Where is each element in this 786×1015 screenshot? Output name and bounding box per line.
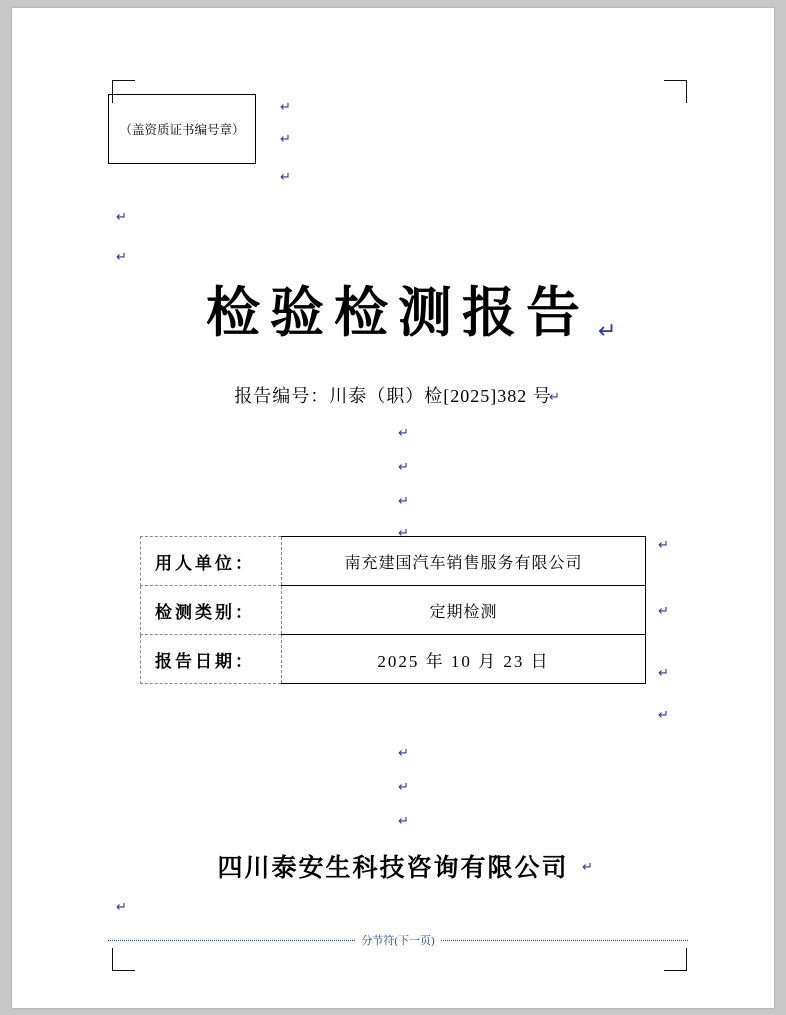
paragraph-mark: ↵: [582, 859, 593, 874]
report-title: 检验检测报告: [206, 283, 590, 343]
paragraph-mark: ↵: [116, 899, 127, 914]
report-number: 报告编号：川泰（职）检[2025]382 号: [234, 386, 552, 406]
qualification-stamp-box: [108, 94, 256, 164]
table-row: [141, 586, 646, 635]
paragraph-mark: ↵: [598, 318, 617, 343]
info-value-report-date: 2025 年 10 月 23 日: [282, 635, 646, 684]
crop-mark-bottom-left: [112, 948, 135, 971]
report-info-table: [140, 536, 646, 684]
paragraph-mark: ↵: [398, 813, 409, 828]
section-break-label: 分节符(下一页): [361, 935, 435, 947]
crop-mark-top-right: [664, 80, 687, 103]
qualification-stamp-text: （盖资质证书编号章）: [119, 123, 245, 137]
paragraph-mark: ↵: [398, 525, 409, 540]
info-label-test-type: 检测类别：: [141, 586, 282, 635]
table-row: [141, 537, 646, 586]
info-value-employer: 南充建国汽车销售服务有限公司: [282, 537, 646, 586]
paragraph-mark: ↵: [658, 537, 669, 552]
issuing-company-name: 四川泰安生科技咨询有限公司: [217, 855, 569, 882]
paragraph-mark: ↵: [116, 209, 127, 224]
crop-mark-bottom-right: [664, 948, 687, 971]
paragraph-mark: ↵: [658, 707, 669, 722]
section-break-line-right: [441, 940, 688, 941]
paragraph-mark: ↵: [280, 131, 291, 146]
paragraph-mark: ↵: [398, 459, 409, 474]
paragraph-mark: ↵: [658, 665, 669, 680]
info-label-employer: 用人单位：: [141, 537, 282, 586]
paragraph-mark: ↵: [549, 389, 560, 404]
paragraph-mark: ↵: [398, 493, 409, 508]
paragraph-mark: ↵: [116, 249, 127, 264]
section-break-marker: [108, 932, 688, 948]
info-label-report-date: 报告日期：: [141, 635, 282, 684]
table-row: [141, 635, 646, 684]
paragraph-mark: ↵: [280, 169, 291, 184]
info-value-test-type: 定期检测: [282, 586, 646, 635]
paragraph-mark: ↵: [280, 99, 291, 114]
paragraph-mark: ↵: [398, 425, 409, 440]
document-page: [12, 8, 774, 1008]
paragraph-mark: ↵: [658, 603, 669, 618]
paragraph-mark: ↵: [398, 745, 409, 760]
paragraph-mark: ↵: [398, 779, 409, 794]
section-break-line-left: [108, 940, 355, 941]
